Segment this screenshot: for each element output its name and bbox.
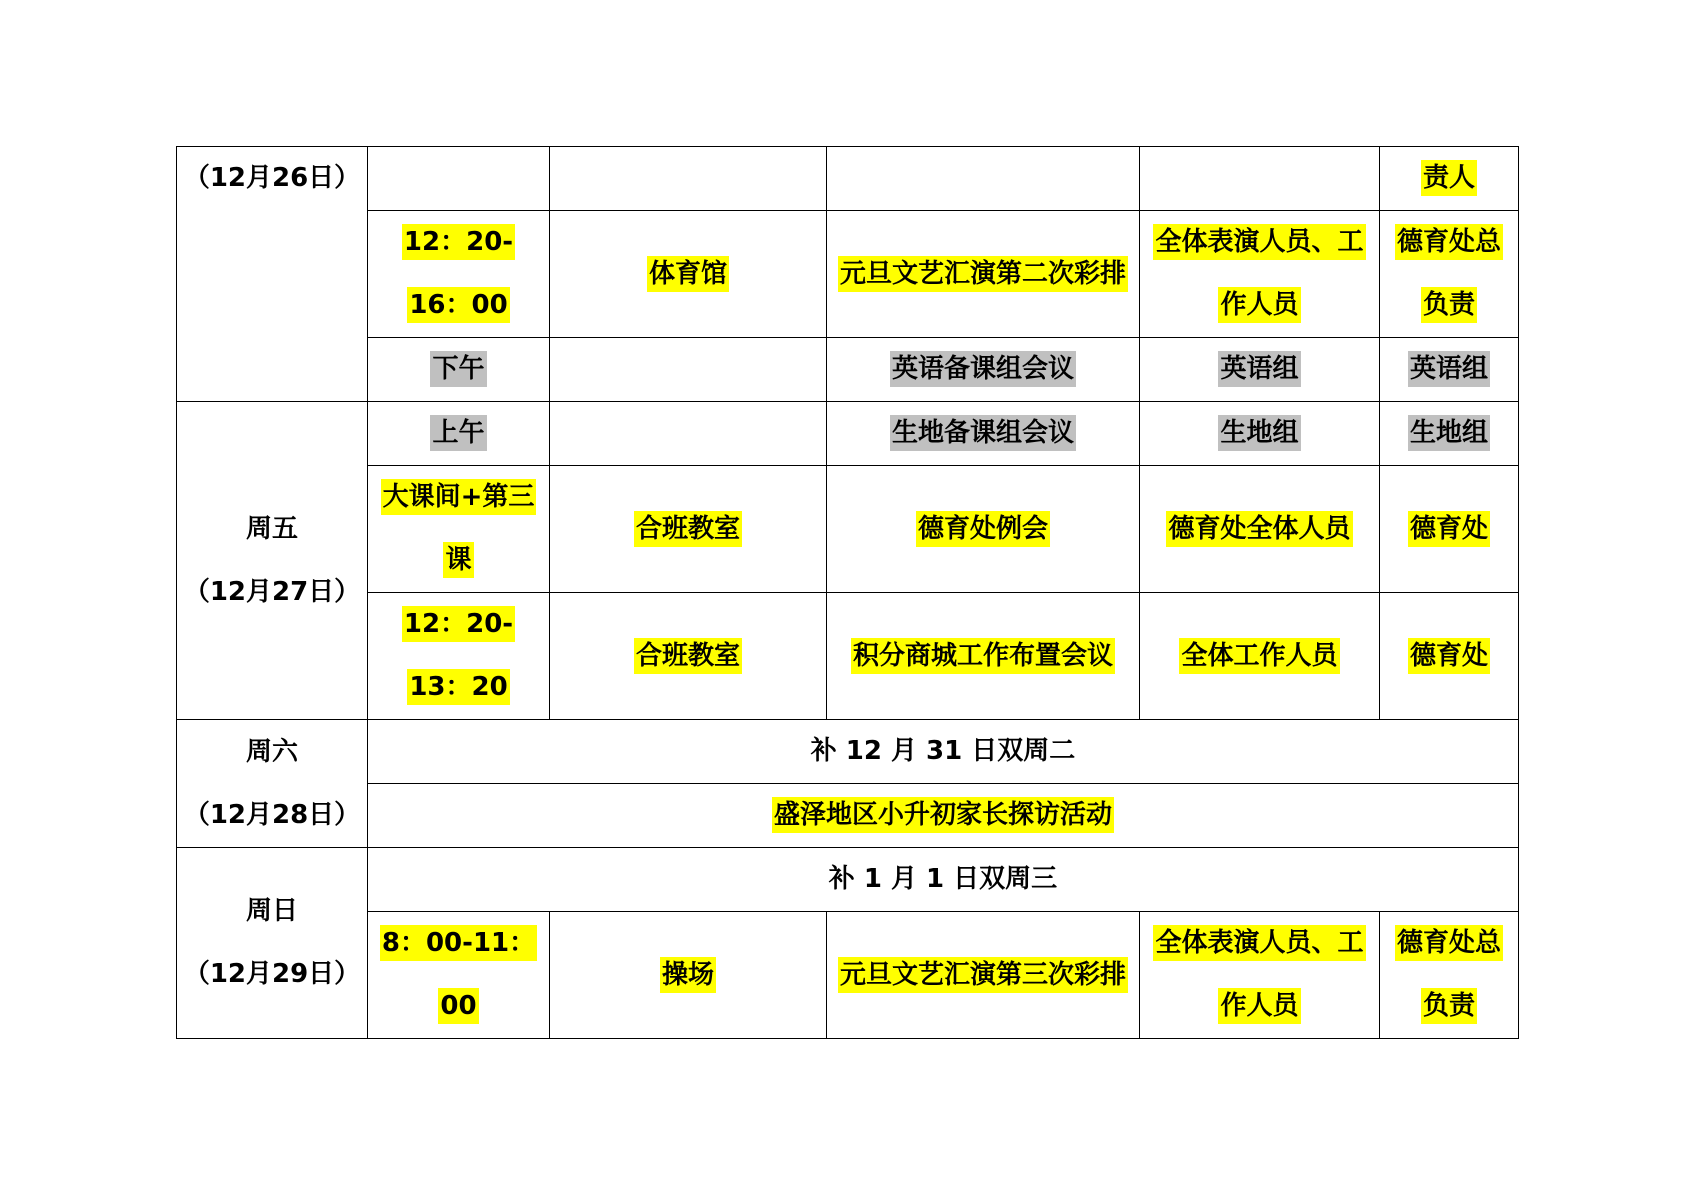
place-text: 体育馆 bbox=[647, 256, 729, 292]
person-text: 生地组 bbox=[1408, 415, 1490, 451]
time-cell bbox=[368, 593, 550, 720]
table-row bbox=[177, 912, 1519, 1039]
event-cell bbox=[827, 593, 1140, 720]
time-text: 12：20-16：00 bbox=[402, 224, 515, 323]
makeup-note: 补 1 月 1 日双周三 bbox=[828, 864, 1058, 894]
makeup-note-cell bbox=[368, 720, 1519, 784]
participants-text: 英语组 bbox=[1218, 351, 1300, 387]
time-text: 上午 bbox=[430, 415, 486, 451]
schedule-table bbox=[176, 146, 1519, 1039]
table-row bbox=[177, 211, 1519, 338]
person-cell bbox=[1380, 338, 1519, 402]
person-cell bbox=[1380, 211, 1519, 338]
day-name: 周日 bbox=[245, 896, 298, 926]
person-cell bbox=[1380, 466, 1519, 593]
day-cell-friday bbox=[177, 402, 368, 720]
event-cell bbox=[368, 784, 1519, 848]
day-date: （12月28日） bbox=[183, 799, 361, 830]
person-text: 德育处总负责 bbox=[1395, 925, 1503, 1024]
day-date: （12月29日） bbox=[183, 959, 361, 989]
event-cell bbox=[827, 338, 1140, 402]
place-cell bbox=[550, 147, 827, 211]
table-row bbox=[177, 593, 1519, 720]
person-cell bbox=[1380, 593, 1519, 720]
event-cell bbox=[827, 466, 1140, 593]
person-cell bbox=[1380, 912, 1519, 1039]
event-text: 元旦文艺汇演第三次彩排 bbox=[838, 957, 1128, 993]
day-name: 周五 bbox=[245, 513, 298, 544]
place-cell bbox=[550, 338, 827, 402]
table-row bbox=[177, 402, 1519, 466]
place-text: 操场 bbox=[660, 957, 716, 993]
time-text: 12：20-13：20 bbox=[402, 606, 515, 705]
place-cell bbox=[550, 593, 827, 720]
day-cell-saturday bbox=[177, 720, 368, 848]
participants-text: 全体工作人员 bbox=[1179, 638, 1339, 674]
makeup-note: 补 12 月 31 日双周二 bbox=[810, 736, 1076, 766]
day-cell-sunday bbox=[177, 848, 368, 1039]
participants-text: 德育处全体人员 bbox=[1166, 511, 1352, 547]
place-cell bbox=[550, 211, 827, 338]
place-cell bbox=[550, 466, 827, 593]
participants-cell bbox=[1140, 338, 1380, 402]
person-text: 德育处 bbox=[1408, 511, 1490, 547]
place-text: 合班教室 bbox=[634, 638, 742, 674]
table-row bbox=[177, 848, 1519, 912]
day-name: 周六 bbox=[245, 736, 298, 767]
table-row bbox=[177, 784, 1519, 848]
person-text: 责人 bbox=[1421, 160, 1477, 196]
time-text: 大课间+第三课 bbox=[381, 479, 537, 578]
participants-cell bbox=[1140, 466, 1380, 593]
person-text: 德育处 bbox=[1408, 638, 1490, 674]
person-cell bbox=[1380, 147, 1519, 211]
participants-text: 全体表演人员、工作人员 bbox=[1153, 925, 1365, 1024]
time-cell bbox=[368, 402, 550, 466]
time-cell bbox=[368, 211, 550, 338]
time-cell bbox=[368, 912, 550, 1039]
table-row bbox=[177, 147, 1519, 211]
person-text: 德育处总负责 bbox=[1395, 224, 1503, 323]
time-text: 下午 bbox=[430, 351, 486, 387]
participants-cell bbox=[1140, 402, 1380, 466]
event-cell bbox=[827, 211, 1140, 338]
day-date: （12月27日） bbox=[183, 576, 361, 607]
table-row bbox=[177, 338, 1519, 402]
time-cell bbox=[368, 147, 550, 211]
event-text: 生地备课组会议 bbox=[890, 415, 1076, 451]
place-text: 合班教室 bbox=[634, 511, 742, 547]
event-text: 盛泽地区小升初家长探访活动 bbox=[772, 797, 1114, 833]
person-text: 英语组 bbox=[1408, 351, 1490, 387]
time-cell bbox=[368, 338, 550, 402]
event-cell bbox=[827, 147, 1140, 211]
participants-cell bbox=[1140, 211, 1380, 338]
place-cell bbox=[550, 912, 827, 1039]
day-cell-thursday bbox=[177, 147, 368, 402]
event-text: 元旦文艺汇演第二次彩排 bbox=[838, 256, 1128, 292]
event-cell bbox=[827, 402, 1140, 466]
participants-cell bbox=[1140, 147, 1380, 211]
participants-cell bbox=[1140, 593, 1380, 720]
table-row bbox=[177, 466, 1519, 593]
time-text: 8：00-11：00 bbox=[380, 925, 537, 1024]
makeup-note-cell bbox=[368, 848, 1519, 912]
event-text: 英语备课组会议 bbox=[890, 351, 1076, 387]
table-row bbox=[177, 720, 1519, 784]
participants-text: 全体表演人员、工作人员 bbox=[1153, 224, 1365, 323]
time-cell bbox=[368, 466, 550, 593]
participants-text: 生地组 bbox=[1218, 415, 1300, 451]
person-cell bbox=[1380, 402, 1519, 466]
event-text: 积分商城工作布置会议 bbox=[851, 638, 1115, 674]
participants-cell bbox=[1140, 912, 1380, 1039]
event-cell bbox=[827, 912, 1140, 1039]
place-cell bbox=[550, 402, 827, 466]
day-date: （12月26日） bbox=[183, 163, 361, 193]
event-text: 德育处例会 bbox=[916, 511, 1050, 547]
